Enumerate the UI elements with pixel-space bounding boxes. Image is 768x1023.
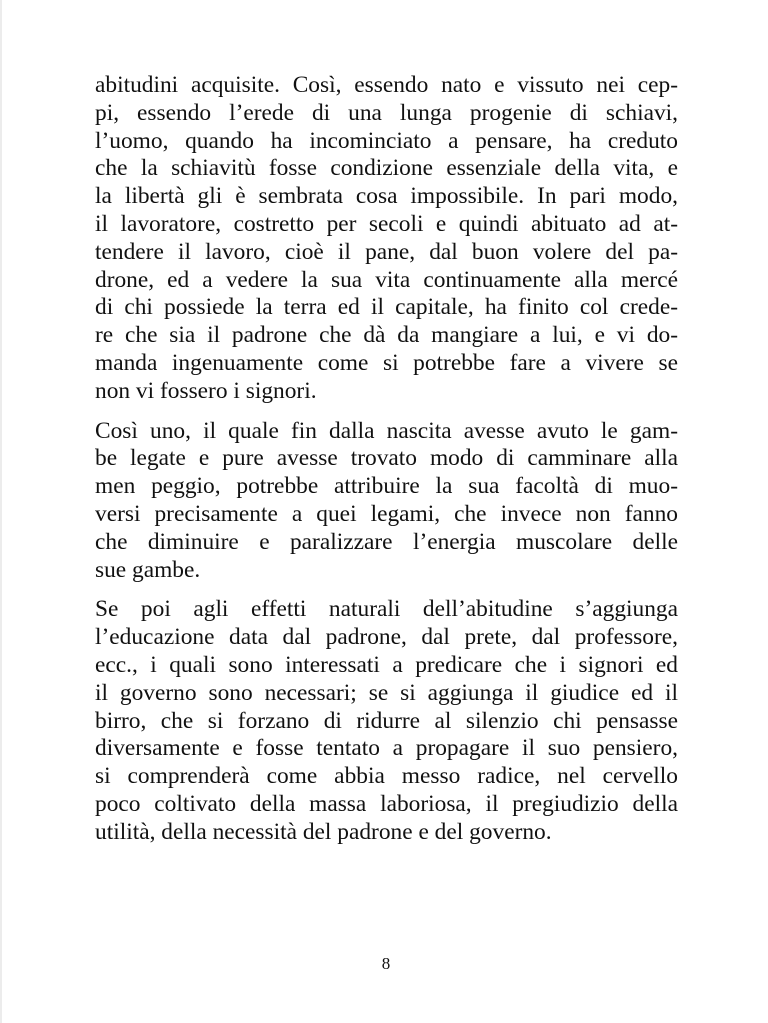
body-text bbox=[95, 72, 678, 859]
text-line: men peggio, potrebbe attribuire la sua facoltà di muo- bbox=[95, 473, 678, 500]
text-line: che la schiavitù fosse condizione essenziale della vita, e bbox=[95, 155, 678, 182]
text-line: utilità, della necessità del padrone e del governo. bbox=[95, 818, 552, 845]
text-line: Così uno, il quale fin dalla nascita avesse avuto le gam- bbox=[95, 417, 678, 444]
text-line: diversamente e fosse tentato a propagare il suo pensiero, bbox=[95, 735, 678, 762]
text-line: di chi possiede la terra ed il capitale, ha finito col crede- bbox=[95, 294, 678, 321]
text-line: versi precisamente a quei legami, che invece non fanno bbox=[95, 500, 678, 527]
text-line: Se poi agli effetti naturali dell’abitudine s’aggiunga bbox=[95, 596, 678, 623]
text-line: l’educazione data dal padrone, dal prete, dal professore, bbox=[95, 624, 678, 651]
text-line: sue gambe. bbox=[95, 556, 201, 583]
text-line: re che sia il padrone che dà da mangiare a lui, e vi do- bbox=[95, 322, 678, 349]
text-line: non vi fossero i signori. bbox=[95, 377, 317, 404]
text-line: il governo sono necessari; se si aggiunga il giudice ed il bbox=[95, 679, 678, 706]
text-line: drone, ed a vedere la sua vita continuamente alla mercé bbox=[95, 266, 678, 293]
paragraph-3 bbox=[95, 596, 678, 846]
text-line: la libertà gli è sembrata cosa impossibile. In pari modo, bbox=[95, 183, 678, 210]
text-line: si comprenderà come abbia messo radice, nel cervello bbox=[95, 763, 678, 790]
page-number: 8 bbox=[381, 954, 391, 973]
text-line: be legate e pure avesse trovato modo di camminare alla bbox=[95, 445, 678, 472]
text-line: tendere il lavoro, cioè il pane, dal buon volere del pa- bbox=[95, 238, 678, 265]
paragraph-2 bbox=[95, 418, 678, 585]
text-line: che diminuire e paralizzare l’energia muscolare delle bbox=[95, 528, 678, 555]
text-line: ecc., i quali sono interessati a predicare che i signori ed bbox=[95, 651, 678, 678]
text-line: birro, che si forzano di ridurre al silenzio chi pensasse bbox=[95, 707, 678, 734]
text-line: pi, essendo l’erede di una lunga progenie di schiavi, bbox=[95, 99, 678, 126]
text-line: poco coltivato della massa laboriosa, il pregiudizio della bbox=[95, 790, 678, 817]
paragraph-1 bbox=[95, 72, 678, 406]
text-line: manda ingenuamente come si potrebbe fare a vivere se bbox=[95, 349, 678, 376]
text-line: il lavoratore, costretto per secoli e quindi abituato ad at- bbox=[95, 210, 678, 237]
text-line: abitudini acquisite. Così, essendo nato e vissuto nei cep- bbox=[95, 72, 678, 98]
text-line: l’uomo, quando ha incominciato a pensare, ha creduto bbox=[95, 127, 678, 154]
